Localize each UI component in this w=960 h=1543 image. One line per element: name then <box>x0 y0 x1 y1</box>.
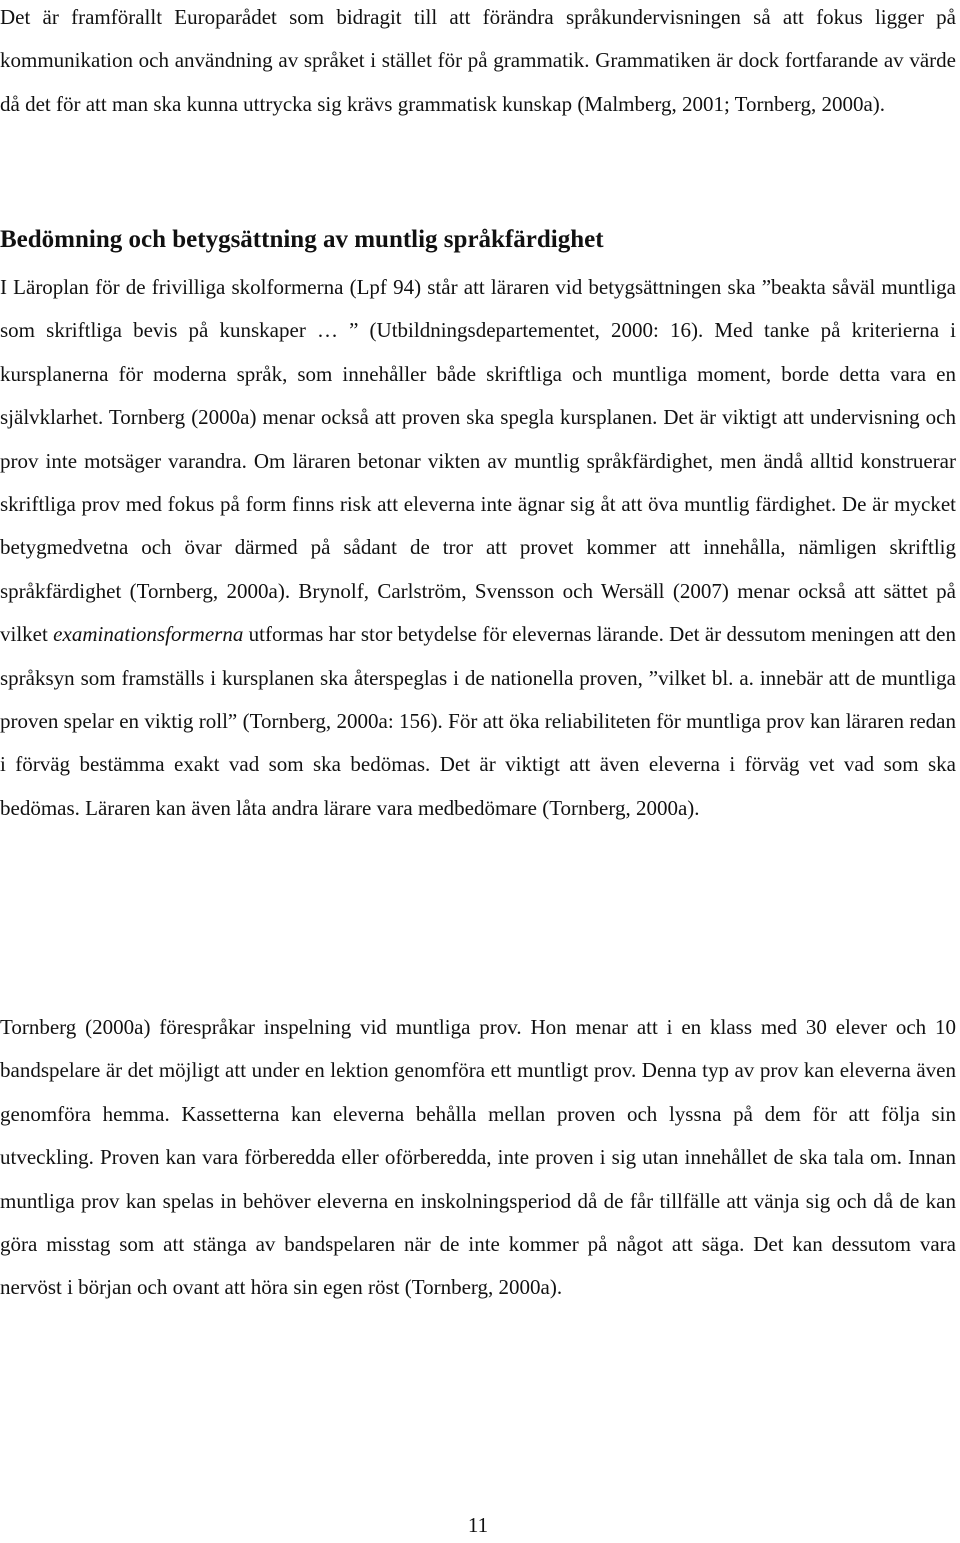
paragraph-assessment-text-1: I Läroplan för de frivilliga skolformerna (Lpf 94) står att läraren vid betygsättningen ska ”beakta såväl muntliga som skriftliga bevis på kunskaper … ” (Utbildningsdepartementet, 2000: 16). Med tanke på kriterierna i kursplanerna för moderna språk, som innehåller både skriftliga och muntliga moment, borde detta vara en självklarhet. Tornberg (2000a) menar också att proven ska spegla kursplanen. Det är viktigt att undervisning och prov inte motsäger varandra. Om läraren betonar vikten av muntlig språkfärdighet, men ändå alltid konstruerar skriftliga prov med fokus på form finns risk att eleverna inte ägnar sig åt att öva muntlig färdighet. De är mycket betygmedvetna och övar därmed på sådant de tror att provet kommer att innehålla, nämligen skriftlig språkfärdighet (Tornberg, 2000a). Brynolf, Carlström, Svensson och Wersäll (2007) menar också att sättet på vilket <box>0 275 956 647</box>
section-heading: Bedömning och betygsättning av muntlig språkfärdighet <box>0 226 604 253</box>
paragraph-assessment <box>0 266 956 830</box>
page-number: 11 <box>467 1513 489 1537</box>
paragraph-assessment-text-2: utformas har stor betydelse för elevernas lärande. Det är dessutom meningen att den språksyn som framställs i kursplanen ska återspeglas i de nationella proven, ”vilket bl. a. innebär att de muntliga proven spelar en viktig roll” (Tornberg, 2000a: 156). För att öka reliabiliteten för muntliga prov kan läraren redan i förväg bestämma exakt vad som ska bedömas. Det är viktigt att även eleverna i förväg vet vad som ska bedömas. Läraren kan även låta andra lärare vara medbedömare (Tornberg, 2000a). <box>0 622 956 820</box>
paragraph-assessment-italic-term: examinationsformerna <box>53 622 244 647</box>
paragraph-intro: Det är framförallt Europarådet som bidragit till att förändra språkundervisningen så att fokus ligger på kommunikation och användning av språket i stället för på grammatik. Grammatiken är dock fortfarande av värde då det för att man ska kunna uttrycka sig krävs grammatisk kunskap (Malmberg, 2001; Tornberg, 2000a). <box>0 5 956 116</box>
paragraph-recording: Tornberg (2000a) förespråkar inspelning vid muntliga prov. Hon menar att i en klass med 30 elever och 10 bandspelare är det möjligt att under en lektion genomföra ett muntligt prov. Denna typ av prov kan eleverna även genomföra hemma. Kassetterna kan eleverna behålla mellan proven och lyssna på dem för att följa sin utveckling. Proven kan vara förberedda eller oförberedda, inte proven i sig utan innehållet de ska tala om. Innan muntliga prov kan spelas in behöver eleverna en inskolningsperiod då de får tillfälle att vänja sig och då de kan göra misstag som att stänga av bandspelaren när de inte kommer på något att säga. Det kan dessutom vara nervöst i början och ovant att höra sin egen röst (Tornberg, 2000a). <box>0 1015 956 1300</box>
